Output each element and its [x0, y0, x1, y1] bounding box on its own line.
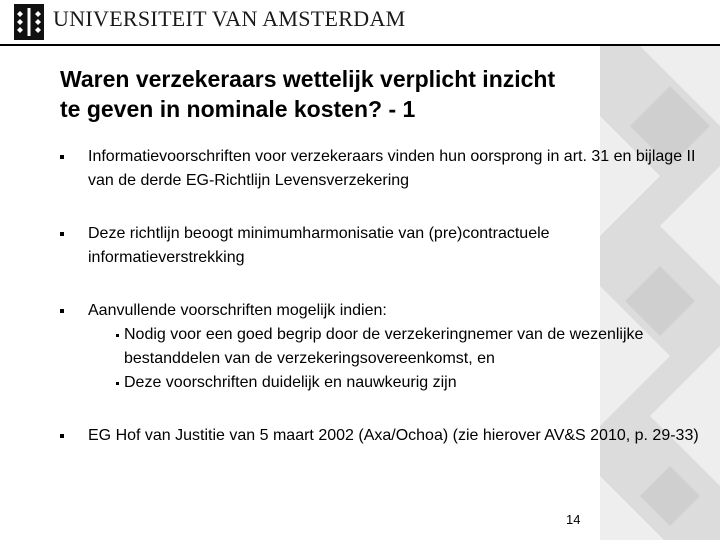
slide-title: Waren verzekeraars wettelijk verplicht inzicht te geven in nominale kosten? - 1: [60, 66, 556, 122]
list-item: [58, 222, 708, 270]
bullet-list: [58, 145, 708, 477]
bullet-square-icon: [60, 155, 64, 159]
sub-bullet-square-icon: [116, 334, 119, 337]
bullet-square-icon: [60, 232, 64, 236]
bullet-text: Deze richtlijn beoogt minimumharmonisatie van (pre)contractuele informatieverstrekking: [88, 225, 550, 266]
bullet-text: EG Hof van Justitie van 5 maart 2002 (Axa/Ochoa) (zie hierover AV&S 2010, p. 29-33): [88, 427, 699, 444]
bullet-square-icon: [60, 434, 64, 438]
sub-bullet-square-icon: [116, 382, 119, 385]
sub-list-item: [88, 371, 708, 395]
university-name: UNIVERSITEIT VAN AMSTERDAM: [53, 6, 406, 31]
list-item: [58, 424, 708, 448]
sub-list-item: [88, 323, 708, 371]
sub-bullet-text: Nodig voor een goed begrip door de verzekeringnemer van de wezenlijke bestanddelen van de verzekeringsovereenkomst, en: [124, 326, 644, 367]
page-number: 14: [566, 512, 581, 527]
bullet-square-icon: [60, 309, 64, 313]
uva-crest-icon: [14, 4, 44, 40]
sub-bullet-text: Deze voorschriften duidelijk en nauwkeurig zijn: [124, 374, 457, 391]
bullet-text: Informatievoorschriften voor verzekeraars vinden hun oorsprong in art. 31 en bijlage II van de derde EG-Richtlijn Levensverzekering: [88, 148, 696, 189]
list-item: [58, 299, 708, 395]
bullet-text: Aanvullende voorschriften mogelijk indien:: [88, 302, 387, 319]
list-item: [58, 145, 708, 193]
